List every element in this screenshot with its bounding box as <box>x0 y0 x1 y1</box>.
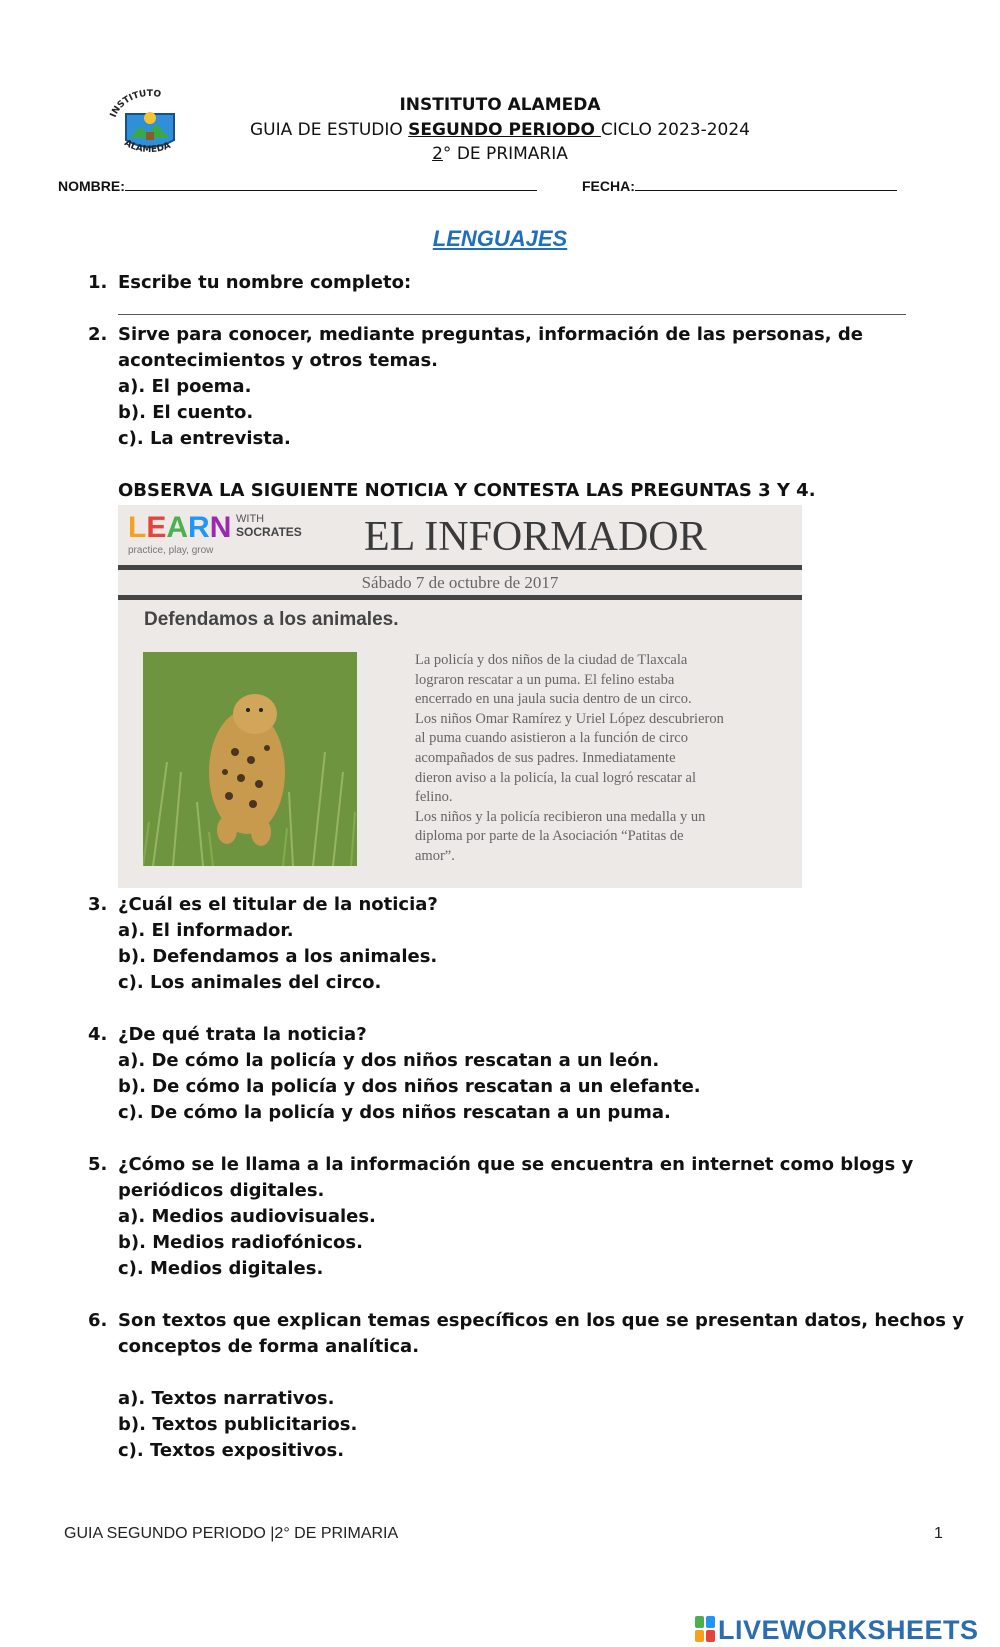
option[interactable]: a). Medios audiovisuales. <box>118 1206 376 1227</box>
instruction: OBSERVA LA SIGUIENTE NOTICIA Y CONTESTA LAS PREGUNTAS 3 Y 4. <box>118 480 816 501</box>
learn-logo <box>128 511 231 545</box>
option[interactable]: c). Medios digitales. <box>118 1258 324 1279</box>
page-number: 1 <box>934 1525 943 1542</box>
name-field[interactable] <box>58 178 537 194</box>
learn-letter: L <box>128 511 147 544</box>
name-line[interactable] <box>125 178 537 191</box>
question-number: 1. <box>88 272 108 293</box>
question-2 <box>88 322 863 348</box>
grade-number: 2 <box>432 144 443 164</box>
question-4 <box>88 1022 367 1048</box>
footer-text: GUIA SEGUNDO PERIODO |2° DE PRIMARIA <box>64 1525 399 1542</box>
question-3 <box>88 892 438 918</box>
question-1 <box>88 270 411 296</box>
option[interactable]: c). De cómo la policía y dos niños rescatan a un puma. <box>118 1102 671 1123</box>
news-date: Sábado 7 de octubre de 2017 <box>361 573 559 592</box>
article-line: dieron aviso a la policía, la cual logró rescatar al <box>415 769 697 786</box>
guide-title <box>0 120 1000 140</box>
liveworksheets-icon <box>695 1616 715 1642</box>
divider <box>118 565 802 570</box>
school-name: INSTITUTO ALAMEDA <box>399 95 601 115</box>
question-5 <box>88 1152 913 1178</box>
date-label: FECHA: <box>582 178 635 194</box>
article-line: encerrado en una jaula sucia dentro de un circo. <box>415 691 692 708</box>
question-number: 3. <box>88 894 108 915</box>
option[interactable]: b). Medios radiofónicos. <box>118 1232 363 1253</box>
with-socrates <box>236 513 302 539</box>
question-continuation: periódicos digitales. <box>118 1180 325 1201</box>
article-line: La policía y dos niños de la ciudad de Tlaxcala <box>415 652 688 668</box>
divider <box>118 595 802 600</box>
socrates-label: SOCRATES <box>236 525 302 539</box>
watermark[interactable]: LIVEWORKSHEETS <box>718 1615 979 1645</box>
news-article <box>415 651 785 867</box>
option[interactable]: b). Defendamos a los animales. <box>118 946 438 967</box>
article-line: diploma por parte de la Asociación “Patitas de <box>415 828 684 845</box>
question-number: 4. <box>88 1024 108 1045</box>
option[interactable]: a). De cómo la policía y dos niños rescatan a un león. <box>118 1050 660 1071</box>
question-continuation: conceptos de forma analítica. <box>118 1336 420 1357</box>
question-number: 6. <box>88 1310 108 1331</box>
article-line: acompañados de sus padres. Inmediatamente <box>415 749 676 766</box>
guide-period: SEGUNDO PERIODO <box>408 120 601 140</box>
tagline: practice, play, grow <box>128 545 214 556</box>
question-number: 2. <box>88 324 108 345</box>
date-line[interactable] <box>635 178 897 191</box>
question-text: Escribe tu nombre completo: <box>118 272 412 293</box>
guide-cycle: CICLO 2023-2024 <box>600 120 750 140</box>
question-text: ¿Cuál es el titular de la noticia? <box>118 894 438 915</box>
article-line: Los niños y la policía recibieron una medalla y un <box>415 808 706 825</box>
article-line: al puma cuando asistieron a la función de circo <box>415 730 688 747</box>
guide-prefix: GUIA DE ESTUDIO <box>250 120 409 140</box>
question-text: ¿Cómo se le llama a la información que se encuentra en internet como blogs y <box>118 1154 914 1175</box>
option[interactable]: a). Textos narrativos. <box>118 1388 335 1409</box>
grade-rest: ° DE PRIMARIA <box>442 144 568 164</box>
option[interactable]: c). La entrevista. <box>118 428 291 449</box>
option[interactable]: c). Los animales del circo. <box>118 972 382 993</box>
option[interactable]: a). El poema. <box>118 376 252 397</box>
with-label: WITH <box>236 513 265 525</box>
question-text: ¿De qué trata la noticia? <box>118 1024 367 1045</box>
question-continuation: acontecimientos y otros temas. <box>118 350 439 371</box>
question-number: 5. <box>88 1154 108 1175</box>
learn-letter: N <box>209 511 232 544</box>
article-line: amor”. <box>415 847 455 864</box>
question-6 <box>88 1308 964 1334</box>
option[interactable]: a). El informador. <box>118 920 294 941</box>
option[interactable]: b). El cuento. <box>118 402 254 423</box>
news-headline: Defendamos a los animales. <box>144 609 399 630</box>
learn-letter: A <box>166 511 189 544</box>
answer-line[interactable] <box>118 314 906 315</box>
question-text: Son textos que explican temas específicos en los que se presentan datos, hechos y <box>118 1310 964 1331</box>
question-text: Sirve para conocer, mediante preguntas, información de las personas, de <box>118 324 863 345</box>
grade-title <box>0 144 1000 164</box>
date-field[interactable] <box>582 178 897 194</box>
section-title: LENGUAJES <box>432 226 568 251</box>
jaguar-photo <box>143 652 357 866</box>
learn-letter: E <box>146 511 167 544</box>
logo-text-bottom: ALAMEDA <box>122 138 173 156</box>
option[interactable]: c). Textos expositivos. <box>118 1440 345 1461</box>
name-label: NOMBRE: <box>58 178 125 194</box>
option[interactable]: b). De cómo la policía y dos niños rescatan a un elefante. <box>118 1076 701 1097</box>
article-line: felino. <box>415 789 453 806</box>
logo-text-top: INSTITUTO <box>108 88 162 119</box>
news-image <box>118 505 802 888</box>
article-line: Los niños Omar Ramírez y Uriel López descubrieron <box>415 710 724 727</box>
masthead: EL INFORMADOR <box>364 514 707 560</box>
option[interactable]: b). Textos publicitarios. <box>118 1414 358 1435</box>
article-line: lograron rescatar a un puma. El felino estaba <box>415 671 675 688</box>
learn-letter: R <box>188 511 210 544</box>
